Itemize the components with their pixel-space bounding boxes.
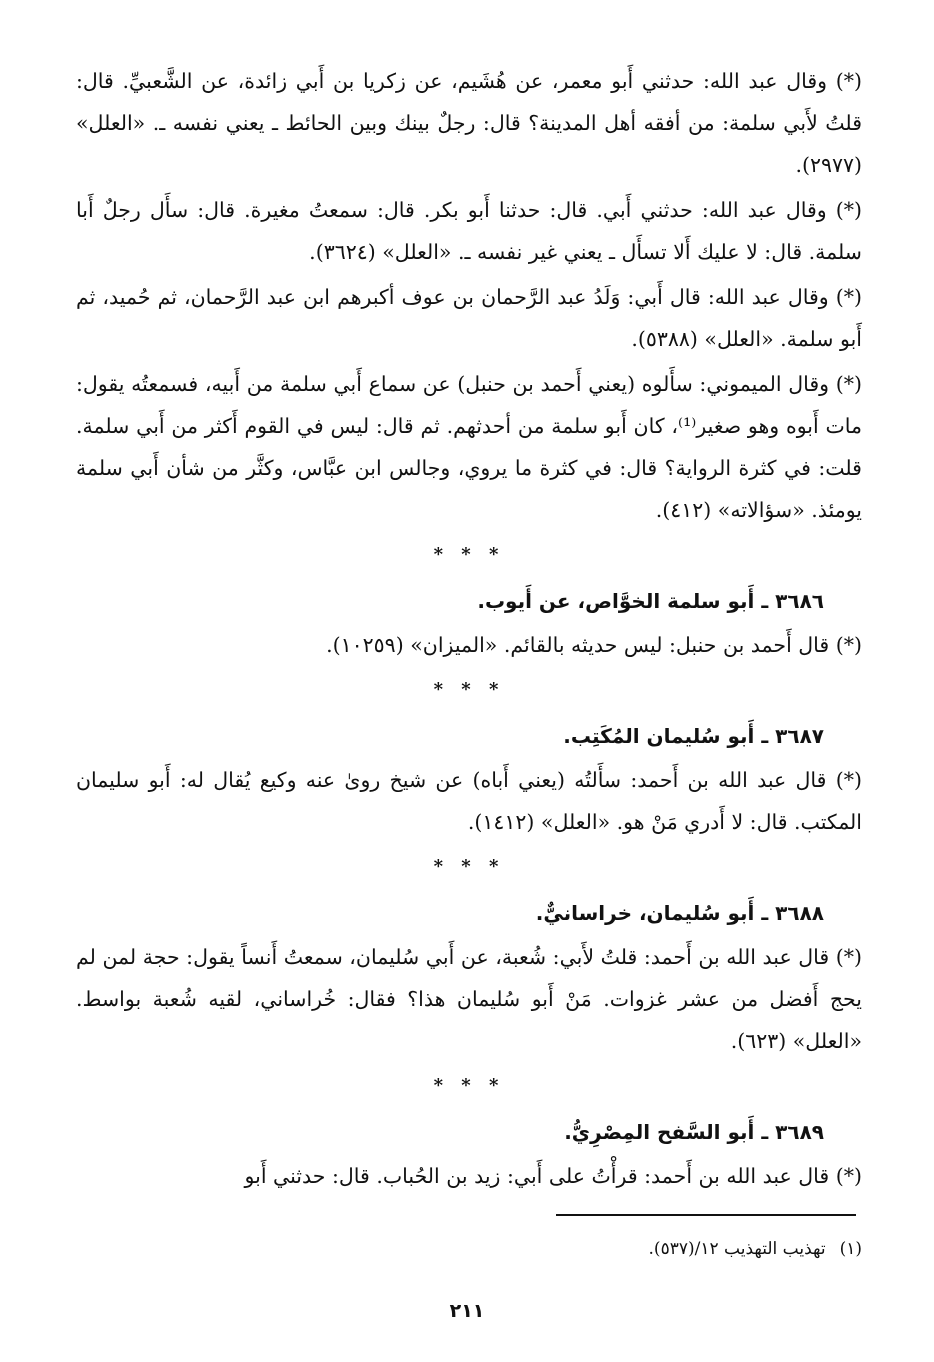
paragraph-2: (*) وقال عبد الله: حدثني أَبي. قال: حدثنا أَبو بكر. قال: سمعتُ مغيرة. قال: سأَل رجلٌ أَبا سلمة. قال: لا عليك أَلا تسأَل ـ يعني غير نفسه ـ. «العلل» (٣٦٢٤).: [76, 198, 862, 264]
footnote: [76, 1234, 862, 1264]
section-separator: * * *: [433, 856, 505, 877]
page-number: ٢١١: [449, 1300, 485, 1322]
paragraph-3: (*) وقال عبد الله: قال أَبي: وَلَدُ عبد الرَّحمان بن عوف أكبرهم ابن عبد الرَّحمان، ثم حُميد، ثم أَبو سلمة. «العلل» (٥٣٨٨).: [76, 285, 862, 351]
section-separator: * * *: [433, 544, 505, 565]
paragraph-1: (*) وقال عبد الله: حدثني أَبو معمر، عن هُشَيم، عن زكريا بن أَبي زائدة، عن الشَّعبيِّ. قال: قلتُ لأَبي سلمة: من أفقه أهل المدينة؟ قال: رجلٌ بينك وبين الحائط ـ يعني نفسه ـ. «العلل» (٢٩٧٧).: [76, 69, 862, 177]
section-separator: * * *: [433, 679, 505, 700]
paragraph-7: (*) قال عبد الله بن أَحمد: قلتُ لأَبي: شُعبة، عن أَبي سُليمان، سمعتُ أَنساً يقول: حجة لمن لم يحج أَفضل من عشر غزوات. مَنْ أَبو سُليمان هذا؟ فقال: خُراساني، لقيه شُعبة بواسط. «العلل» (٦٢٣).: [76, 945, 862, 1053]
footnote-text: تهذيب التهذيب ١٢/(٥٣٧).: [648, 1239, 826, 1259]
paragraph-6: (*) قال عبد الله بن أَحمد: سأَلتُه (يعني أَباه) عن شيخ روىٰ عنه وكيع يُقال له: أَبو سليمان المكتب. قال: لا أَدري مَنْ هو. «العلل» (١٤١٢).: [76, 768, 862, 834]
footnote-number: (١): [839, 1239, 862, 1259]
entry-heading-3688: ٣٦٨٨ ـ أَبو سُليمان، خراسانيٌّ.: [535, 901, 824, 925]
section-separator: * * *: [433, 1075, 505, 1096]
entry-heading-3686: ٣٦٨٦ ـ أَبو سلمة الخوَّاص، عن أَيوب.: [477, 589, 824, 613]
page-body: [76, 60, 862, 1200]
paragraph-8: (*) قال عبد الله بن أَحمد: قرأْتُ على أَبي: زيد بن الحُباب. قال: حدثني أَبو: [244, 1164, 862, 1188]
entry-heading-3687: ٣٦٨٧ ـ أَبو سُليمان المُكَتِب.: [563, 724, 824, 748]
paragraph-4: (*) وقال الميموني: سأَلوه (يعني أَحمد بن حنبل) عن سماع أَبي سلمة من أَبيه، فسمعتُه يقول: مات أَبوه وهو صغير⁽¹⁾، كان أَبو سلمة من أحدثهم. ثم قال: ليس في القوم أَكثر من أَبي سلمة. قلت: في كثرة الرواية؟ قال: في كثرة ما يروي، وجالس ابن عبَّاس، وكثَّر من شأن أَبي سلمة يومئذ. «سؤالاته» (٤١٢).: [76, 372, 863, 522]
paragraph-5: (*) قال أَحمد بن حنبل: ليس حديثه بالقائم. «الميزان» (١٠٢٥٩).: [326, 633, 862, 657]
footnote-divider: [556, 1214, 856, 1216]
entry-heading-3689: ٣٦٨٩ ـ أَبو السَّفح المِصْرِيُّ.: [564, 1120, 824, 1144]
